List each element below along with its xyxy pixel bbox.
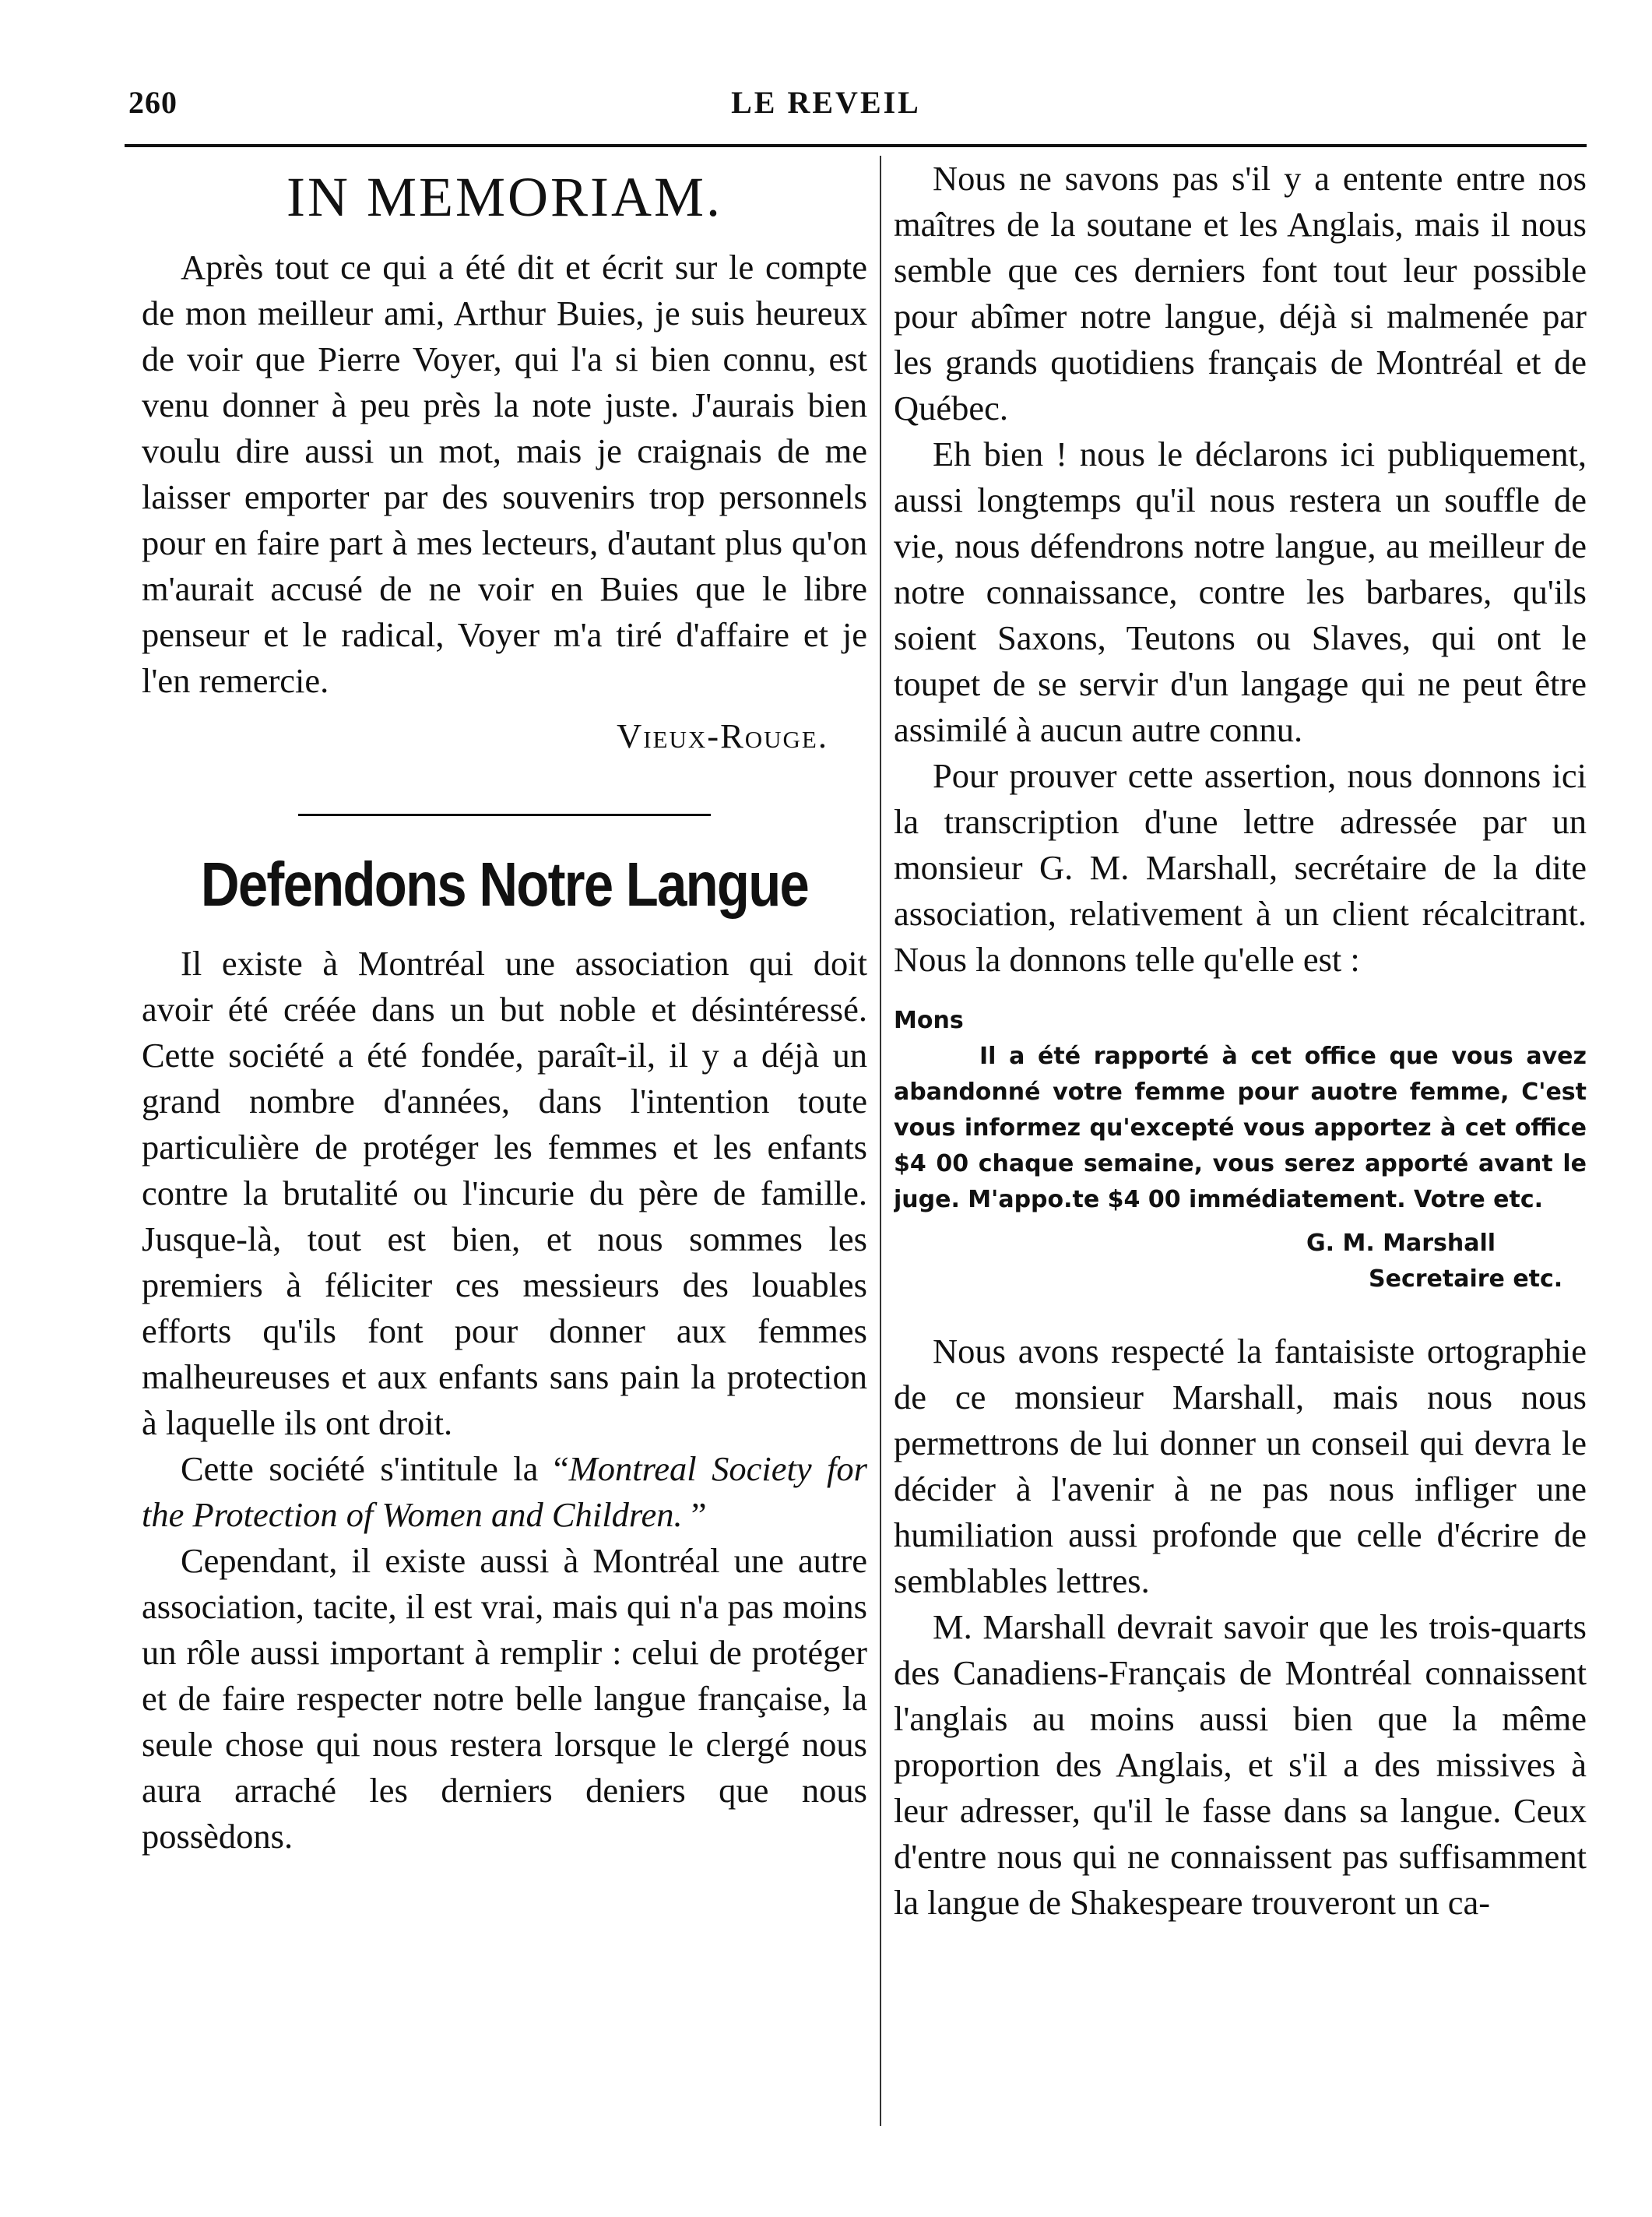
- right-column: [894, 156, 1587, 2149]
- article-paragraph: Cependant, il existe aussi à Montréal une autre association, tacite, il est vrai, mais qui n'a pas moins un rôle aussi important à remplir : celui de protéger et de faire respecter notre belle langue française, la seule chose qui nous restera lorsque le clergé nous aura arraché les derniers deniers que nous possèdons.: [142, 1541, 867, 1856]
- journal-title: LE REVEIL: [731, 85, 921, 120]
- column-divider: [880, 156, 881, 2126]
- page-number: 260: [128, 85, 178, 120]
- left-column: [142, 156, 867, 2149]
- article-paragraph: Nous ne savons pas s'il y a entente entre nos maîtres de la soutane et les Anglais, mais il nous semble que ces derniers font tout leur possible pour abîmer notre langue, déjà si malmenée par les grands quotidiens français de Montréal et de Québec.: [894, 159, 1587, 428]
- quoted-letter: [894, 1003, 1587, 1297]
- memoriam-signature: Vieux-Rouge.: [617, 716, 828, 755]
- society-quote-open: Cette société s'intitule la “: [181, 1449, 569, 1488]
- society-name: Montreal Society for the Protection of Women and Children.: [142, 1449, 867, 1534]
- memoriam-body: Après tout ce qui a été dit et écrit sur le compte de mon meilleur ami, Arthur Buies, je suis heureux de voir que Pierre Voyer, qui l'a si bien connu, est venu donner à peu près la note juste. J'aurais bien voulu dire aussi un mot, mais je craignais de me laisser emporter par des souvenirs trop personnels pour en faire part à mes lecteurs, d'autant plus qu'on m'aurait accusé de ne voir en Buies que le libre penseur et le radical, Voyer m'a tiré d'affaire et je l'en remercie.: [142, 248, 867, 700]
- article-paragraph: Nous avons respecté la fantaisiste ortographie de ce monsieur Marshall, mais nous nous permettrons de lui donner un conseil qui devra le décider à l'avenir à ne pas nous infliger une humiliation aussi profonde que celle d'écrire de semblables lettres.: [894, 1332, 1587, 1600]
- article-paragraph: M. Marshall devrait savoir que les trois-quarts des Canadiens-Français de Montréal connaissent l'anglais au moins aussi bien que la même proportion des Anglais, et s'il a des missives à leur adresser, qu'il le fasse dans sa langue. Ceux d'entre nous qui ne connaissent pas suffisamment la langue de Shakespeare trouveront un ca-: [894, 1607, 1587, 1922]
- header-rule: [125, 144, 1587, 147]
- society-quote-close: ”: [682, 1495, 707, 1534]
- article-title: Defendons Notre Langue: [200, 850, 809, 919]
- article-paragraph: Pour prouver cette assertion, nous donnons ici la transcription d'une lettre adressée par un monsieur G. M. Marshall, secrétaire de la dite association, relativement à un client récalcitrant. Nous la donnons telle qu'elle est :: [894, 756, 1587, 979]
- article-paragraph-society: [142, 1446, 867, 1538]
- letter-body: Il a été rapporté à cet office que vous avez abandonné votre femme pour auotre femme, C'est vous informez qu'excepté vous apportez à cet office $4 00 chaque semaine, vous serez apporté avant le juge. M'appo.te $4 00 immédiatement. Votre etc.: [894, 1043, 1587, 1213]
- letter-signature: G. M. Marshall: [1306, 1230, 1496, 1257]
- letter-salutation: Mons: [894, 1007, 964, 1034]
- section-divider: [298, 814, 711, 816]
- article-paragraph: Il existe à Montréal une association qui doit avoir été créée dans un but noble et désintéressé. Cette société a été fondée, paraît-il, il y a déjà un grand nombre d'années, dans l'intention toute particulière de protéger les femmes et les enfants contre la brutalité ou l'incurie du père de famille. Jusque-là, tout est bien, et nous sommes les premiers à féliciter ces messieurs des louables efforts qu'ils font pour donner aux femmes malheureuses et aux enfants sans pain la protection à laquelle ils ont droit.: [142, 944, 867, 1442]
- letter-signer-title: Secretaire etc.: [1369, 1265, 1563, 1293]
- article-paragraph: Eh bien ! nous le déclarons ici publiquement, aussi longtemps qu'il nous restera un souffle de vie, nous défendrons notre langue, au meilleur de notre connaissance, contre les barbares, qu'ils soient Saxons, Teutons ou Slaves, qui ont le toupet de se servir d'un langage qui ne peut être assimilé à aucun autre connu.: [894, 435, 1587, 749]
- memoriam-title: IN MEMORIAM.: [286, 166, 722, 228]
